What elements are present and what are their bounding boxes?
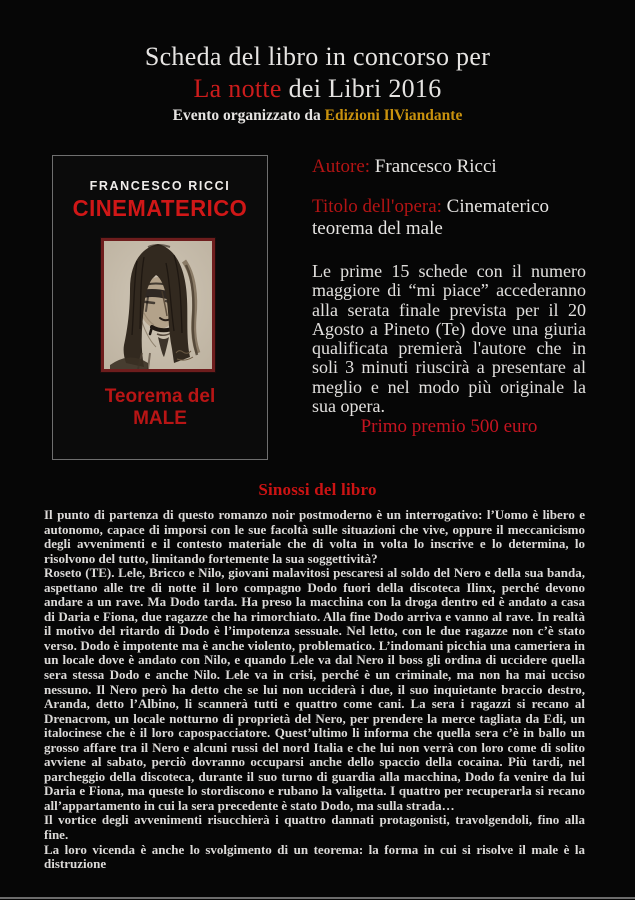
organizer-name: Edizioni IlViandante (324, 107, 463, 124)
synopsis-paragraph: Il vortice degli avvenimenti risucchierà i quattro dannati protagonisti, travolgendoli, fino alla fine. (44, 812, 585, 843)
synopsis-text (44, 508, 585, 872)
contest-description: Le prime 15 schede con il numero maggiore di “mi piace” accederanno alla serata finale prevista per il 20 Agosto a Pineto (Te) dove una giuria qualificata premierà l'autore che in soli 3 minuti riuscirà a presentare al meglio e nel modo più originale la sua opera. (312, 261, 586, 417)
event-title-accent: La notte (193, 74, 282, 103)
organizer-text: Evento organizzato da (172, 107, 325, 124)
work-title-value: Cinematerico teorema del male (312, 196, 550, 239)
author-row (312, 156, 586, 178)
title-row (312, 196, 586, 240)
work-title-label: Titolo dell'opera: (312, 196, 442, 217)
synopsis-paragraph: Il punto di partenza di questo romanzo noir postmoderno è un interrogativo: l’Uomo è libero e autonomo, capace di imporsi con le sue facoltà sulle situazioni che vive, oppure il meccanicismo degli avvenimenti e il contesto materiale che di volta in volta lo inscrive e lo determina, lo risolvono del tutto, limitando fortemente la sua soggettività? (44, 507, 585, 566)
author-value: Francesco Ricci (370, 156, 497, 177)
cover-author-name: FRANCESCO RICCI (89, 179, 231, 193)
book-cover (52, 155, 268, 460)
cover-subtitle (53, 386, 267, 430)
event-title-rest: dei Libri 2016 (281, 74, 442, 103)
organizer-line (0, 106, 635, 125)
synopsis-paragraph: Roseto (TE). Lele, Bricco e Nilo, giovani malavitosi pescaresi al soldo del Nero e della sua banda, aspettano alle tre di notte il loro compagno Dodo fuori della discoteca Ilinx, perché devono andare a un rave. Ma Dodo tarda. Ha preso la macchina con la droga dentro ed è andato a casa di Daria e Fiona, due ragazze che ha rimorchiato. Alla fine Dodo arriva e vanno al rave. In realtà il motivo del ritardo di Dodo è l’impotenza sessuale. Nel letto, con le due ragazze non c’è stato verso. Dodo è impotente ma è anche violento, problematico. L’indomani picchia una cameriera in un locale dove è andato con Nilo, e quando Lele va dal Nero il boss gli ordina di uccidere quella sera stessa Dodo e anche Nilo. Lele va in crisi, perché è un criminale, ma non ha mai ucciso nessuno. Il Nero però ha detto che se lui non ucciderà i due, il suo inquietante braccio destro, Aranda, detto l’Albino, li scannerà tutti e quattro come cani. La sera i ragazzi si recano al Drenacrom, un locale notturno di proprietà del Nero, per prendere la merce tagliata da Edi, un italocinese che è il loro capospacciatore. Quest’ultimo li informa che quella sera c’è in ballo un grosso affare tra il Nero e alcuni russi del nord Italia e che lui non verrà con loro come di solito avviene al sabato, perciò dovranno occuparsi anche dello spaccio della cocaina. Più tardi, nel parcheggio della discoteca, durante il suo turno di guardia alla macchina, Dodo fa venire da lui Daria e Fiona, ma queste lo stordiscono e rubano la valigetta. I quattro per recuperarla si recano all’appartamento in cui la sera precedente è stato Dodo, ma sulla strada… (44, 565, 585, 813)
page-bottom-edge (0, 897, 635, 899)
cover-subtitle-line2: MALE (133, 408, 187, 429)
portrait-sketch-image (104, 241, 212, 369)
page-title: Scheda del libro in concorso per (144, 42, 491, 71)
cover-portrait-frame (101, 238, 215, 372)
cover-subtitle-line1: Teorema del (104, 386, 216, 407)
prize-line: Primo premio 500 euro (360, 416, 538, 437)
synopsis-paragraph: La loro vicenda è anche lo svolgimento di un teorema: la forma in cui si risolve il male è la distruzione (44, 841, 585, 872)
cover-book-title: CINEMATERICO (72, 195, 248, 221)
synopsis-heading: Sinossi del libro (258, 480, 377, 499)
author-label: Autore: (312, 156, 371, 177)
header (0, 41, 635, 125)
event-title (0, 73, 635, 104)
